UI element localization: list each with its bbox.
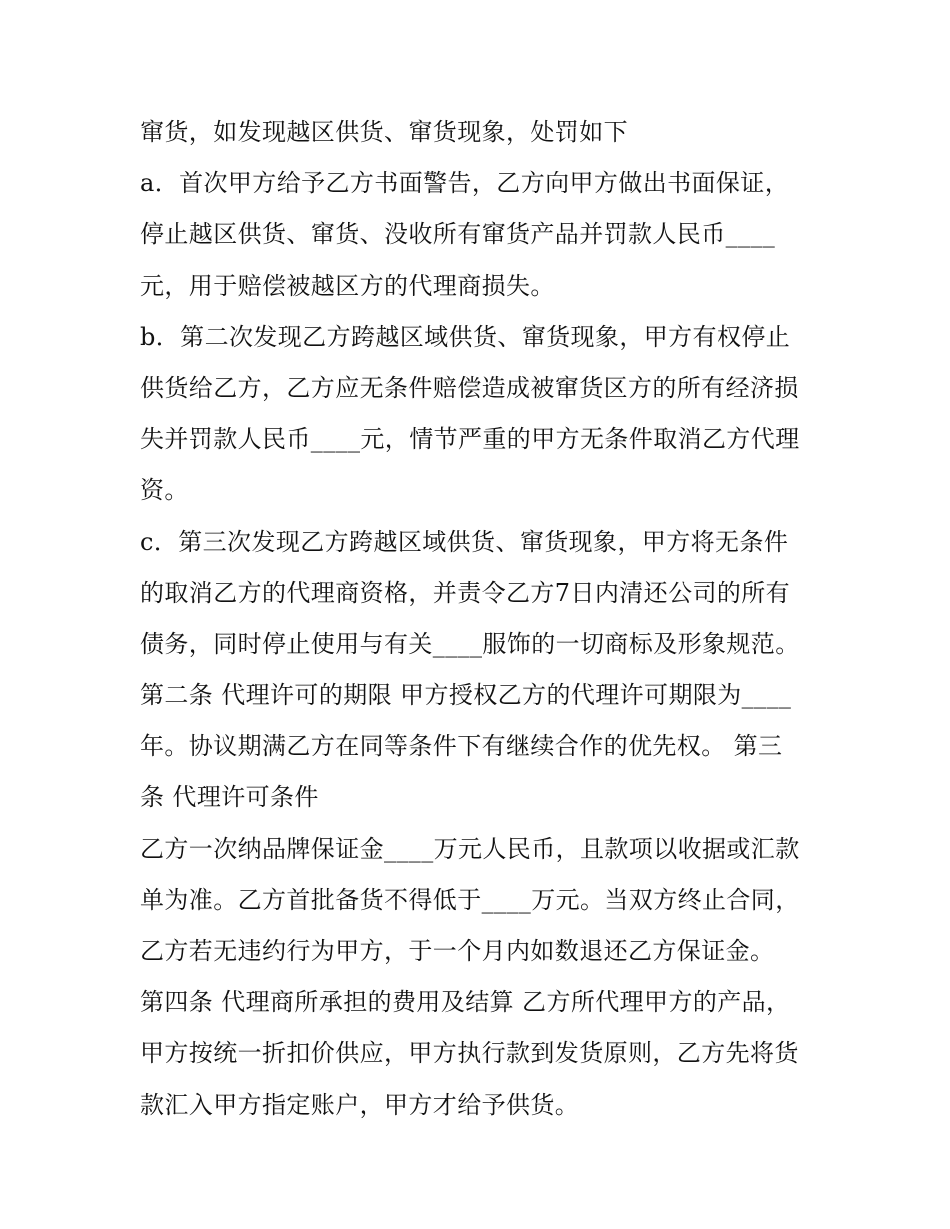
text-line: 甲方按统一折扣价供应，甲方执行款到发货原则，乙方先将货: [140, 1039, 799, 1068]
text-line: 第二条 代理许可的期限 甲方授权乙方的代理许可期限为____: [140, 681, 792, 710]
text-line: b．第二次发现乙方跨越区域供货、窜货现象，甲方有权停止: [140, 322, 791, 351]
document-body: [140, 107, 820, 1131]
text-line: 乙方一次纳品牌保证金____万元人民币，且款项以收据或汇款: [140, 834, 800, 863]
text-line: c．第三次发现乙方跨越区域供货、窜货现象，甲方将无条件: [140, 527, 789, 556]
text-line: 债务，同时停止使用与有关____服饰的一切商标及形象规范。: [140, 629, 800, 658]
text-line: a．首次甲方给予乙方书面警告，乙方向甲方做出书面保证，: [140, 169, 790, 198]
text-line: 资。: [140, 476, 189, 505]
text-line: 窜货，如发现越区供货、窜货现象，处罚如下: [140, 118, 628, 146]
text-line: 元，用于赔偿被越区方的代理商损失。: [140, 271, 555, 300]
text-line: 的取消乙方的代理商资格，并责令乙方7日内清还公司的所有: [140, 578, 791, 607]
text-line: 条 代理许可条件: [140, 783, 319, 812]
text-line: 年。协议期满乙方在同等条件下有继续合作的优先权。 第三: [140, 732, 783, 761]
text-line: 款汇入甲方指定账户，甲方才给予供货。: [140, 1090, 580, 1119]
text-line: 乙方若无违约行为甲方，于一个月内如数退还乙方保证金。: [140, 937, 775, 965]
text-line: 停止越区供货、窜货、没收所有窜货产品并罚款人民币____: [140, 220, 776, 249]
text-line: 失并罚款人民币____元，情节严重的甲方无条件取消乙方代理: [140, 425, 800, 454]
text-line: 第四条 代理商所承担的费用及结算 乙方所代理甲方的产品，: [140, 988, 791, 1017]
text-line: 供货给乙方，乙方应无条件赔偿造成被窜货区方的所有经济损: [140, 373, 799, 402]
text-line: 单为准。乙方首批备货不得低于____万元。当双方终止合同，: [140, 885, 800, 914]
